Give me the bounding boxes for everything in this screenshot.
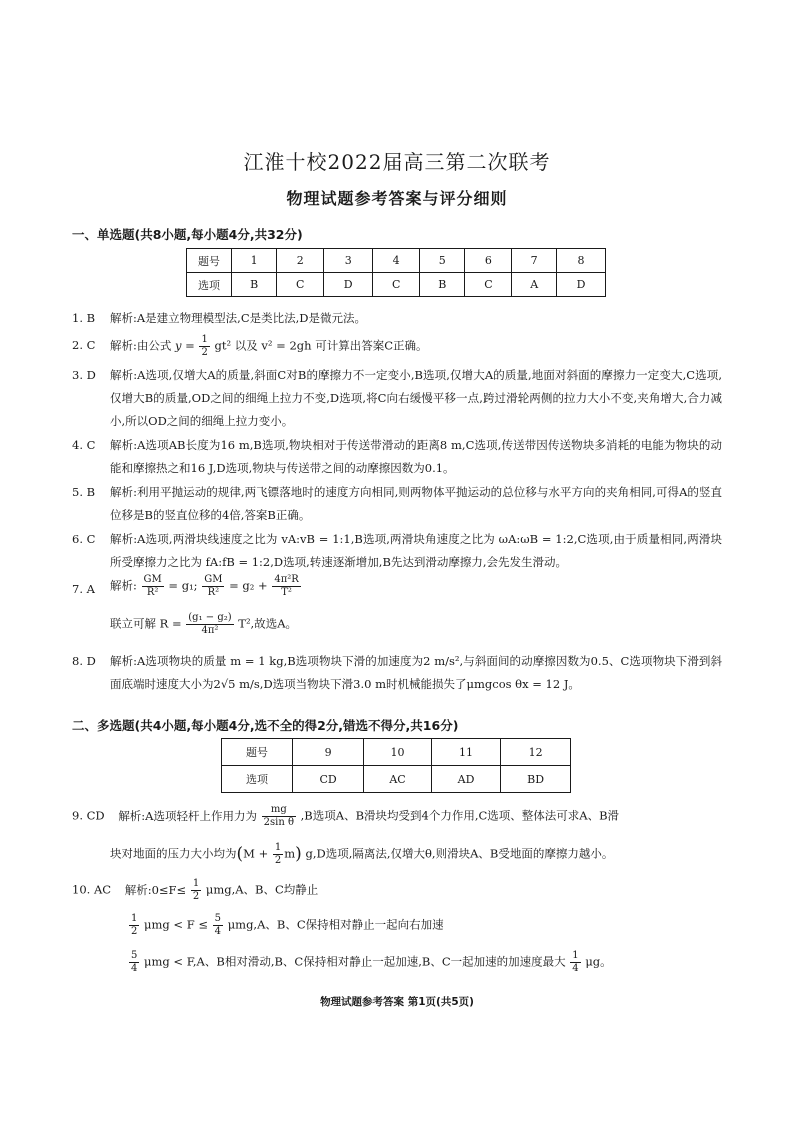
fraction-numerator: 1 xyxy=(274,842,282,853)
fraction-g1-g2 xyxy=(186,612,233,637)
formula-part: m xyxy=(284,846,296,861)
explanation-text: 解析:A选项,仅增大A的质量,斜面C对B的摩擦力不一定变小,B选项,仅增大A的质量,地面对斜面的摩擦力一定变大,C选项,仅增大B的质量,OD之间的细绳上拉力不变,D选项,将C向右缓慢平移一点,跨过滑轮两侧的拉力大小不变,夹角增大,合力减小,所以OD之间的细绳上拉力变小。 xyxy=(110,368,722,428)
answer-cell: AD xyxy=(431,766,500,793)
explanation-text: 解析:A选项,两滑块线速度之比为 vA:vB = 1:1,B选项,两滑块角速度之比为 ωA:ωB = 1:2,C选项,由于质量相同,两滑块所受摩擦力之比为 fA:fB = 1:2,D选项,转速逐渐增加,B先达到滑动摩擦力,会先发生滑动。 xyxy=(110,532,722,569)
explanation-formula xyxy=(110,574,722,599)
fraction-one-half xyxy=(199,334,209,359)
table-header-label: 题号 xyxy=(187,249,232,273)
answer-cell: C xyxy=(373,273,420,297)
question-number-cell: 4 xyxy=(373,249,420,273)
fraction-one-quarter xyxy=(570,950,580,975)
answer-cell: B xyxy=(232,273,277,297)
explanation-prefix: 块对地面的压力大小均为 xyxy=(110,846,237,861)
table-answer-label: 选项 xyxy=(187,273,232,297)
formula-equals-g1: = g₁; xyxy=(168,578,198,593)
explanation-q9-line2 xyxy=(110,842,613,867)
question-number-cell: 6 xyxy=(465,249,512,273)
explanation-q10-line2 xyxy=(128,913,444,938)
explanation-prefix: 解析:0≤F≤ xyxy=(124,882,187,897)
question-number: 6. C xyxy=(72,532,96,546)
question-number-cell: 2 xyxy=(277,249,324,273)
fraction-denominator: 4 xyxy=(572,963,579,974)
explanation-rest: μmg,A、B、C保持相对静止一起向右加速 xyxy=(227,917,444,932)
question-number: 10. AC xyxy=(72,882,112,897)
answer-cell: AC xyxy=(364,766,432,793)
fraction-numerator: 1 xyxy=(192,878,200,889)
fraction-denominator: R² xyxy=(207,587,220,598)
explanation-q5 xyxy=(72,481,722,527)
formula-equals-g2: = g₂ + xyxy=(229,578,268,593)
question-number: 1. B xyxy=(72,311,96,325)
fraction-numerator: (g₁ − g₂) xyxy=(188,612,232,623)
answer-cell: D xyxy=(556,273,605,297)
page-title: 江淮十校2022届高三第二次联考 xyxy=(243,150,551,174)
conclusion-prefix: 联立可解 R = xyxy=(110,616,182,631)
table-answer-label: 选项 xyxy=(222,766,293,793)
section-single-choice-heading: 一、单选题(共8小题,每小题4分,共32分) xyxy=(72,227,303,242)
fraction-denominator: 2 xyxy=(274,855,282,866)
formula-part: M + xyxy=(243,846,269,861)
fraction-numerator: 4π²R xyxy=(274,574,299,585)
fraction-4pi2r-t2 xyxy=(272,574,300,599)
fraction-denominator: 2 xyxy=(201,347,208,358)
fraction-denominator: 2 xyxy=(131,926,138,937)
explanation-prefix: 解析:A选项轻杆上作用力为 xyxy=(118,808,257,823)
section-multi-choice-heading: 二、多选题(共4小题,每小题4分,选不全的得2分,错选不得分,共16分) xyxy=(72,718,459,733)
question-number: 5. B xyxy=(72,485,96,499)
fraction-numerator: 1 xyxy=(201,334,208,345)
question-number-cell: 7 xyxy=(512,249,557,273)
explanation-text: 解析:A选项AB长度为16 m,B选项,物块相对于传送带滑动的距离8 m,C选项,传送带因传送物块多消耗的电能为物块的动能和摩擦热之和16 J,D选项,物块与传送带之间的动摩擦因数为0.1。 xyxy=(110,438,722,475)
explanation-rest: μmg,A、B、C均静止 xyxy=(205,882,319,897)
single-choice-answer-table xyxy=(186,248,606,297)
explanation-q10-line1 xyxy=(72,878,318,903)
explanation-q7-conclusion xyxy=(110,612,297,637)
fraction-numerator: mg xyxy=(262,804,296,817)
question-number: 7. A xyxy=(72,582,95,596)
question-number: 3. D xyxy=(72,368,96,382)
fraction-numerator: GM xyxy=(204,574,223,585)
question-number: 8. D xyxy=(72,654,96,668)
page-footer: 物理试题参考答案 第1页(共5页) xyxy=(320,996,474,1008)
fraction-gm-r2 xyxy=(142,574,164,599)
question-number: 2. C xyxy=(72,338,96,352)
fraction-denominator: R² xyxy=(146,587,159,598)
explanation-q2 xyxy=(72,334,722,360)
fraction-five-quarters xyxy=(129,950,139,975)
answer-cell: C xyxy=(465,273,512,297)
fraction-numerator: GM xyxy=(143,574,162,585)
fraction-one-half xyxy=(273,842,283,867)
fraction-one-half xyxy=(191,878,201,903)
explanation-q8 xyxy=(72,650,722,719)
fraction-denominator: 4 xyxy=(131,963,138,974)
explanation-prefix: 解析: xyxy=(110,578,137,593)
fraction-numerator: 5 xyxy=(214,913,222,924)
answer-cell: C xyxy=(277,273,324,297)
table-header-label: 题号 xyxy=(222,739,293,766)
explanation-text: 解析:利用平抛运动的规律,两飞镖落地时的速度方向相同,则两物体平抛运动的总位移与水平方向的夹角相同,可得A的竖直位移是B的竖直位移的4倍,答案B正确。 xyxy=(110,485,722,522)
explanation-rest: g,D选项,隔离法,仅增大θ,则滑块A、B受地面的摩擦力越小。 xyxy=(305,846,614,861)
question-number: 9. CD xyxy=(72,808,105,823)
explanation-q3 xyxy=(72,364,722,433)
answer-cell: CD xyxy=(293,766,364,793)
fraction-numerator: 5 xyxy=(131,950,138,961)
question-number-cell: 12 xyxy=(501,739,571,766)
fraction-numerator: 1 xyxy=(131,913,138,924)
fraction-numerator: 1 xyxy=(572,950,579,961)
fraction-five-quarters xyxy=(213,913,223,938)
question-number-cell: 8 xyxy=(556,249,605,273)
fraction-gm-r2 xyxy=(202,574,224,599)
multi-choice-answer-table xyxy=(221,738,571,793)
formula-part: μmg < F ≤ xyxy=(144,917,208,932)
fraction-denominator: T² xyxy=(281,587,292,598)
question-number-cell: 10 xyxy=(364,739,432,766)
explanation-text xyxy=(110,334,722,359)
right-paren: ) xyxy=(295,844,302,864)
question-number-cell: 11 xyxy=(431,739,500,766)
explanation-q4 xyxy=(72,434,722,480)
fraction-denominator: 4π² xyxy=(201,625,219,636)
answer-cell: A xyxy=(512,273,557,297)
fraction-one-half xyxy=(129,913,139,938)
question-number-cell: 5 xyxy=(420,249,465,273)
explanation-q10-line3 xyxy=(128,950,612,975)
explanation-prefix: 解析:由公式 xyxy=(110,338,172,353)
answer-cell: B xyxy=(420,273,465,297)
explanation-rest: μg。 xyxy=(585,954,612,969)
fraction-mg-2sin xyxy=(262,804,296,829)
explanation-q7 xyxy=(72,574,722,604)
question-number-cell: 3 xyxy=(324,249,373,273)
explanation-q9-line1 xyxy=(72,804,619,829)
formula-part: μmg < F,A、B相对滑动,B、C保持相对静止一起加速,B、C一起加速的加速度最大 xyxy=(144,954,566,969)
explanation-rest: gt² 以及 v² = 2gh 可计算出答案C正确。 xyxy=(214,338,428,353)
explanation-q1 xyxy=(72,307,722,330)
answer-cell: D xyxy=(324,273,373,297)
question-number: 4. C xyxy=(72,438,96,452)
explanation-text: 解析:A选项物块的质量 m = 1 kg,B选项物块下滑的加速度为2 m/s²,与斜面间的动摩擦因数为0.5、C选项物块下滑到斜面底端时速度大小为2√5 m/s,D选项当物块下滑3.0 m时机械能损失了μmgcos θx = 12 J。 xyxy=(110,654,722,691)
answer-cell: BD xyxy=(501,766,571,793)
question-number-cell: 9 xyxy=(293,739,364,766)
page-subtitle: 物理试题参考答案与评分细则 xyxy=(286,189,508,208)
conclusion-suffix: T²,故选A。 xyxy=(238,616,298,631)
formula-variable: y = xyxy=(175,338,195,353)
explanation-text: 解析:A是建立物理模型法,C是类比法,D是微元法。 xyxy=(110,311,367,325)
fraction-denominator: 2sin θ xyxy=(263,817,294,828)
fraction-denominator: 4 xyxy=(214,926,222,937)
fraction-denominator: 2 xyxy=(192,891,200,902)
question-number-cell: 1 xyxy=(232,249,277,273)
left-paren: ( xyxy=(236,844,244,864)
explanation-rest: ,B选项A、B滑块均受到4个力作用,C选项、整体法可求A、B滑 xyxy=(300,808,620,823)
